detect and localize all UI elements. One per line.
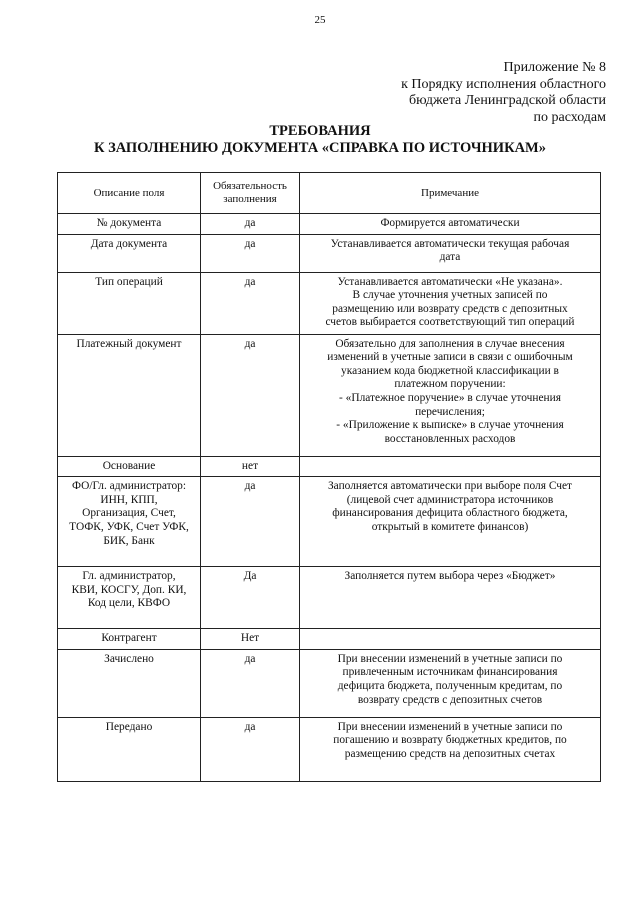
cell-required: Нет (201, 629, 300, 650)
cell-note-line: возврату средств с депозитных счетов (357, 693, 543, 706)
cell-required: да (201, 234, 300, 272)
cell-note-line: изменений в учетные записи в связи с ошибочным (327, 351, 573, 364)
cell-note-line: Формируется автоматически (380, 217, 520, 229)
table-row (58, 649, 601, 717)
cell-note (300, 649, 601, 717)
cell-field-line: Основание (102, 459, 156, 472)
table-row (58, 334, 601, 456)
cell-required: да (201, 214, 300, 235)
cell-field-line: БИК, Банк (103, 534, 155, 547)
appendix-line: к Порядку исполнения областного (401, 76, 606, 92)
cell-note (300, 234, 601, 272)
cell-field (58, 272, 201, 334)
document-title (0, 123, 640, 157)
requirements-table (57, 172, 601, 782)
table-row (58, 456, 601, 477)
table-header-row (58, 173, 601, 214)
cell-note (300, 717, 601, 781)
cell-field-line: ФО/Гл. администратор: (72, 480, 186, 493)
cell-field (58, 629, 201, 650)
appendix-line: по расходам (533, 109, 606, 125)
cell-note-line: счетов выбирается соответствующий тип операций (325, 316, 575, 329)
cell-note-line: размещению или возврату средств с депозитных (332, 302, 568, 315)
cell-note-line: - «Приложение к выписке» в случае уточнения (336, 419, 564, 432)
appendix-line: бюджета Ленинградской области (409, 93, 606, 108)
cell-note-line: (лицевой счет администратора источников (346, 493, 554, 506)
table-row (58, 234, 601, 272)
title-line-2: К ЗАПОЛНЕНИЮ ДОКУМЕНТА «СПРАВКА ПО ИСТОЧНИКАМ» (93, 140, 546, 156)
cell-note-line: Устанавливается автоматически текущая рабочая (330, 237, 570, 250)
cell-field (58, 334, 201, 456)
cell-note-line: привлеченным источникам финансирования (342, 666, 558, 679)
cell-field-line: Организация, Счет, (82, 507, 176, 520)
cell-field-line: Контрагент (101, 632, 157, 645)
cell-note-line: Заполняется автоматически при выборе поля Счет (327, 480, 573, 493)
cell-note-line: Заполняется путем выбора через «Бюджет» (344, 570, 556, 583)
cell-field-line: ИНН, КПП, (100, 493, 158, 506)
appendix-line: Приложение № 8 (503, 60, 606, 75)
cell-note (300, 456, 601, 477)
cell-required: да (201, 477, 300, 567)
cell-note (300, 272, 601, 334)
table-row (58, 272, 601, 334)
cell-field (58, 214, 201, 235)
cell-note-line: открытый в комитете финансов) (371, 520, 529, 533)
table-row (58, 629, 601, 650)
table-row (58, 717, 601, 781)
cell-required: да (201, 272, 300, 334)
cell-note-line: дата (439, 251, 461, 264)
cell-field (58, 567, 201, 629)
cell-note (300, 214, 601, 235)
cell-required: нет (201, 456, 300, 477)
cell-field (58, 477, 201, 567)
cell-note (300, 629, 601, 650)
cell-field-line: Зачислено (104, 652, 154, 665)
cell-field-line: Дата документа (90, 237, 168, 250)
cell-note-line: При внесении изменений в учетные записи по (337, 720, 563, 733)
cell-required: Да (201, 567, 300, 629)
cell-note-line: перечисления; (415, 405, 485, 418)
cell-note-line: восстановленных расходов (384, 432, 516, 445)
cell-note-line: платежном поручении: (394, 378, 506, 391)
cell-field-line: Гл. администратор, (82, 570, 176, 583)
cell-field (58, 456, 201, 477)
table-row (58, 214, 601, 235)
cell-field-line: Передано (105, 720, 153, 733)
title-line-1: ТРЕБОВАНИЯ (269, 123, 371, 139)
cell-field (58, 717, 201, 781)
cell-required: да (201, 649, 300, 717)
cell-field (58, 649, 201, 717)
table-row (58, 477, 601, 567)
page-number: 25 (314, 14, 326, 26)
header-required: Обязательность заполнения (201, 173, 300, 214)
cell-note-line: При внесении изменений в учетные записи по (337, 652, 563, 665)
cell-note-line: финансирования дефицита областного бюджета, (332, 507, 568, 520)
cell-note-line: размещению средств на депозитных счетах (344, 747, 556, 760)
cell-field-line: КВИ, КОСГУ, Доп. КИ, (71, 583, 187, 596)
header-field-description: Описание поля (58, 173, 201, 214)
cell-note-line: дефицита бюджета, полученным кредитам, по (337, 679, 563, 692)
cell-note-line: погашению и возврату бюджетных кредитов, по (333, 734, 567, 747)
table-row (58, 567, 601, 629)
cell-required: да (201, 334, 300, 456)
cell-field-line: Код цели, КВФО (87, 597, 171, 610)
cell-note-line: указанием кода бюджетной классификации в (341, 364, 559, 377)
cell-note-line: Обязательно для заполнения в случае внесения (335, 337, 565, 350)
cell-field (58, 234, 201, 272)
table-body (58, 214, 601, 782)
header-note: Примечание (300, 173, 601, 214)
cell-note-line: В случае уточнения учетных записей по (352, 289, 548, 302)
cell-field-line: Платежный документ (76, 337, 182, 350)
cell-note (300, 334, 601, 456)
cell-note-line: - «Платежное поручение» в случае уточнения (339, 391, 561, 404)
appendix-reference (306, 60, 606, 126)
cell-field-line: ТОФК, УФК, Счет УФК, (69, 520, 189, 533)
cell-required: да (201, 717, 300, 781)
cell-note (300, 567, 601, 629)
cell-note-line: Устанавливается автоматически «Не указана». (337, 275, 563, 288)
cell-note (300, 477, 601, 567)
cell-field-line: Тип операций (95, 275, 163, 288)
cell-field-line: № документа (96, 217, 162, 229)
